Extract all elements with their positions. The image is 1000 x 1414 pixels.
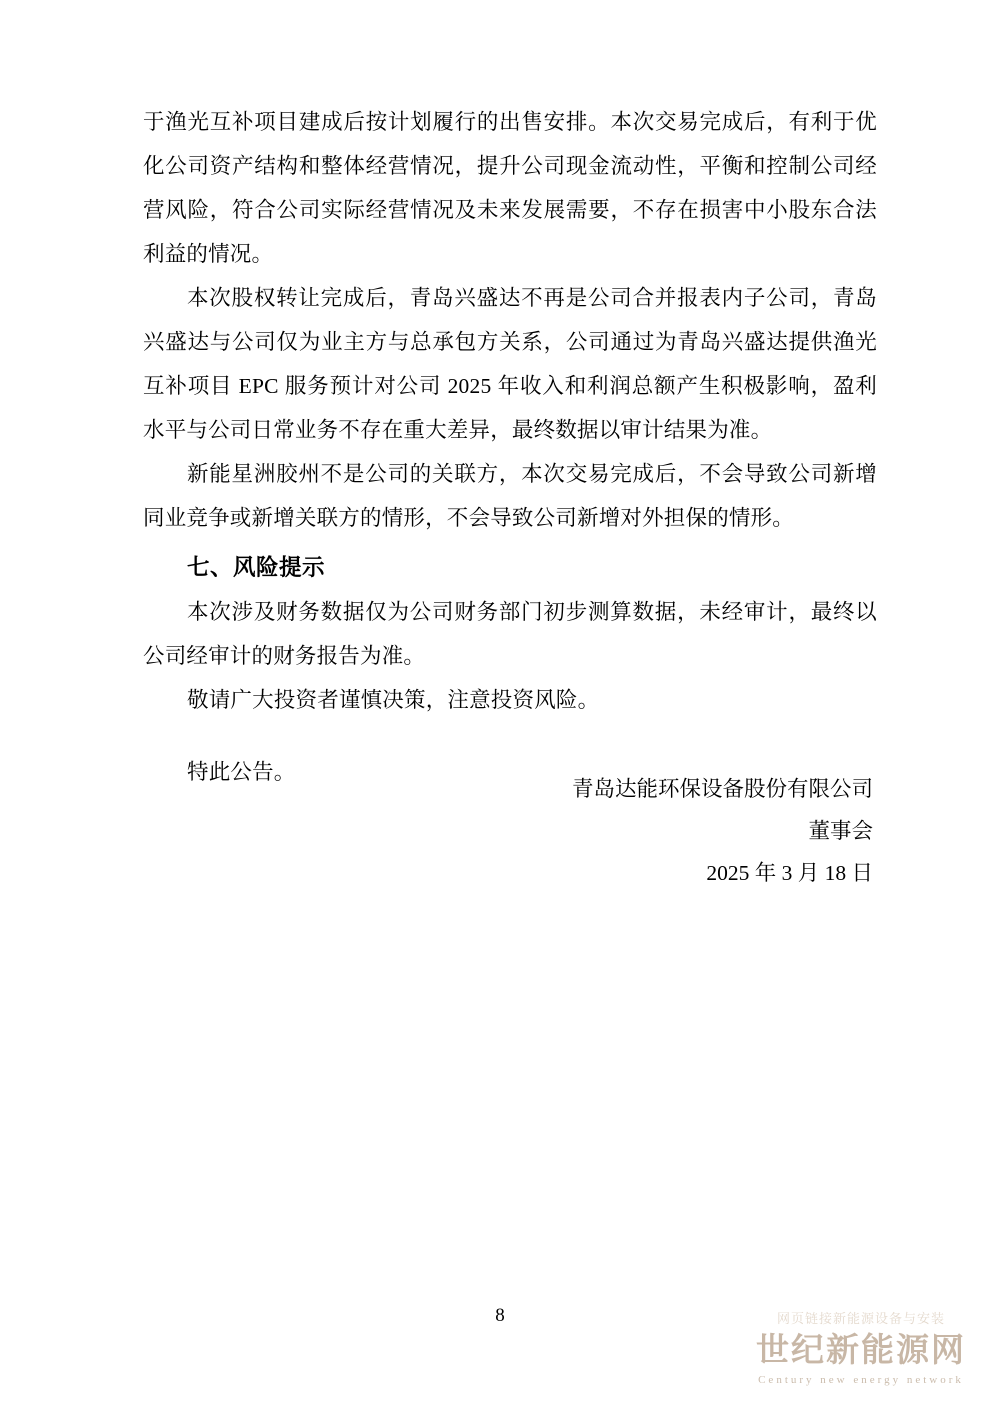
spacer bbox=[143, 722, 877, 750]
paragraph-equity-transfer: 本次股权转让完成后，青岛兴盛达不再是公司合并报表内子公司，青岛兴盛达与公司仅为业主方与总承包方关系，公司通过为青岛兴盛达提供渔光互补项目 EPC 服务预计对公司 2025 年收入和利润总额产生积极影响，盈利水平与公司日常业务不存在重大差异，最终数据以审计结果为准。 bbox=[143, 286, 877, 442]
watermark-ghost-line: 网页链接新能源设备与安装 bbox=[776, 1311, 945, 1326]
watermark-sub-text: Century new energy network bbox=[758, 1374, 964, 1386]
paragraph-investor-caution: 敬请广大投资者谨慎决策，注意投资风险。 bbox=[187, 688, 600, 712]
paragraph-financial-data-notice: 本次涉及财务数据仅为公司财务部门初步测算数据，未经审计，最终以公司经审计的财务报告为准。 bbox=[143, 600, 877, 668]
document-body bbox=[143, 100, 877, 794]
watermark bbox=[736, 1310, 986, 1406]
signature-block bbox=[143, 768, 877, 894]
page-number: 8 bbox=[495, 1305, 505, 1326]
section-heading-risk-warning: 七、风险提示 bbox=[187, 555, 326, 580]
signature-board: 董事会 bbox=[808, 819, 873, 843]
paragraph-continuation: 于渔光互补项目建成后按计划履行的出售安排。本次交易完成后，有利于优化公司资产结构和整体经营情况，提升公司现金流动性，平衡和控制公司经营风险，符合公司实际经营情况及未来发展需要，不存在损害中小股东合法利益的情况。 bbox=[143, 110, 877, 266]
paragraph-related-party: 新能星洲胶州不是公司的关联方，本次交易完成后，不会导致公司新增同业竞争或新增关联方的情形，不会导致公司新增对外担保的情形。 bbox=[143, 462, 877, 530]
signature-company-name: 青岛达能环保设备股份有限公司 bbox=[571, 777, 873, 801]
signature-date: 2025 年 3 月 18 日 bbox=[706, 861, 873, 885]
paragraph-announcement-closing: 特此公告。 bbox=[187, 760, 296, 784]
watermark-main-text: 世纪新能源网 bbox=[756, 1331, 966, 1368]
